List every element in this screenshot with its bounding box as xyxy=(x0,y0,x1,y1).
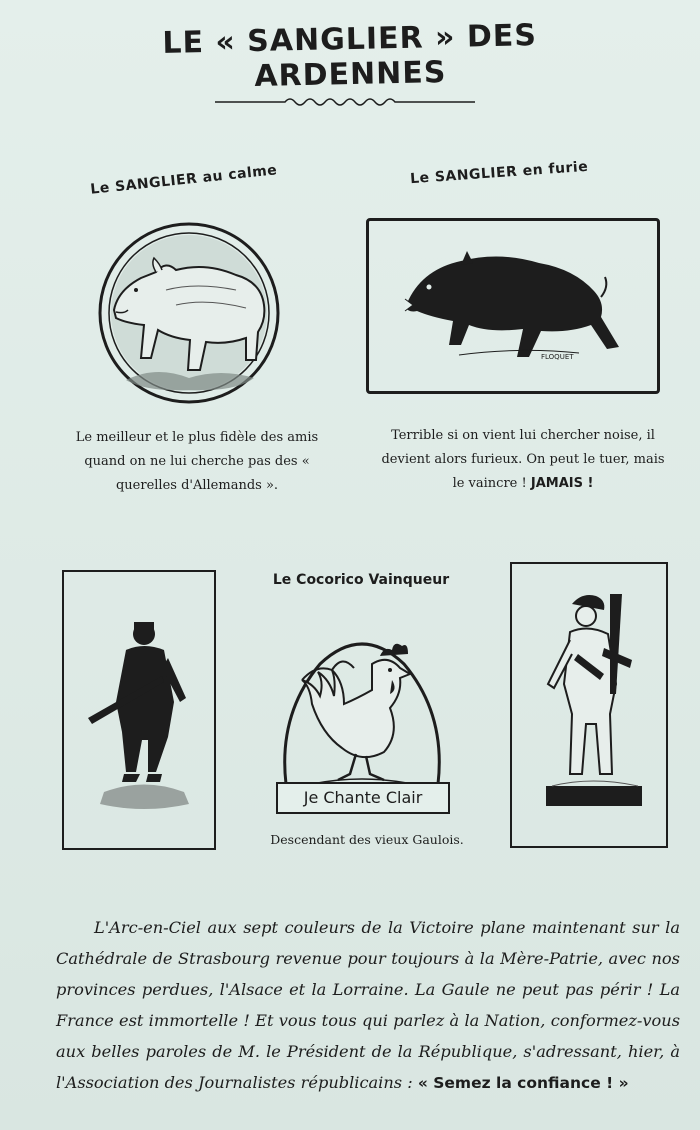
furious-boar-description xyxy=(378,424,668,496)
calm-boar-description: Le meilleur et le plus fidèle des amis quand on ne lui cherche pas des « querelles d'Allemands ». xyxy=(75,430,319,493)
calm-boar-medallion-illustration xyxy=(96,220,282,406)
furious-boar-description-text: Terrible si on vient lui chercher noise, il devient alors furieux. On peut le tuer, mais le vaincre ! xyxy=(381,428,665,491)
calm-boar-caption: Le SANGLIER au calme xyxy=(89,162,279,198)
furious-boar-emphasis: JAMAIS ! xyxy=(530,476,594,491)
cocorico-title: Le Cocorico Vainqueur xyxy=(272,572,450,588)
furious-boar-illustration xyxy=(369,221,657,391)
closing-paragraph-emphasis: « Semez la confiance ! » xyxy=(417,1074,629,1092)
decorative-wavy-rule xyxy=(215,90,475,110)
right-soldier-frame xyxy=(510,562,668,848)
rooster-caption: Descendant des vieux Gaulois. xyxy=(270,832,464,847)
closing-paragraph-text: L'Arc-en-Ciel aux sept couleurs de la Victoire plane maintenant sur la Cathédrale de Strasbourg revenue pour toujours à la Mère-Patrie, avec nos provinces perdues, l'Alsace et la Lorraine. La Gaule ne peut pas périr ! La France est immortelle ! Et vous tous qui parlez à la Nation, conformez-vous aux belles paroles de M. le Président de la République, s'adressant, hier, à l'Association des Journalistes républicains : xyxy=(56,918,680,1092)
furious-boar-frame xyxy=(366,218,660,394)
closing-paragraph xyxy=(56,912,680,1099)
left-soldier-frame xyxy=(62,570,216,850)
illustrator-signature: FLOQUET xyxy=(541,353,574,361)
motto-banner: Je Chante Clair xyxy=(276,782,450,814)
furious-boar-caption: Le SANGLIER en furie xyxy=(409,158,589,188)
page-title: LE « SANGLIER » DES ARDENNES xyxy=(162,18,538,95)
poilu-soldier-illustration xyxy=(512,564,666,846)
colonial-soldier-illustration xyxy=(64,572,214,848)
